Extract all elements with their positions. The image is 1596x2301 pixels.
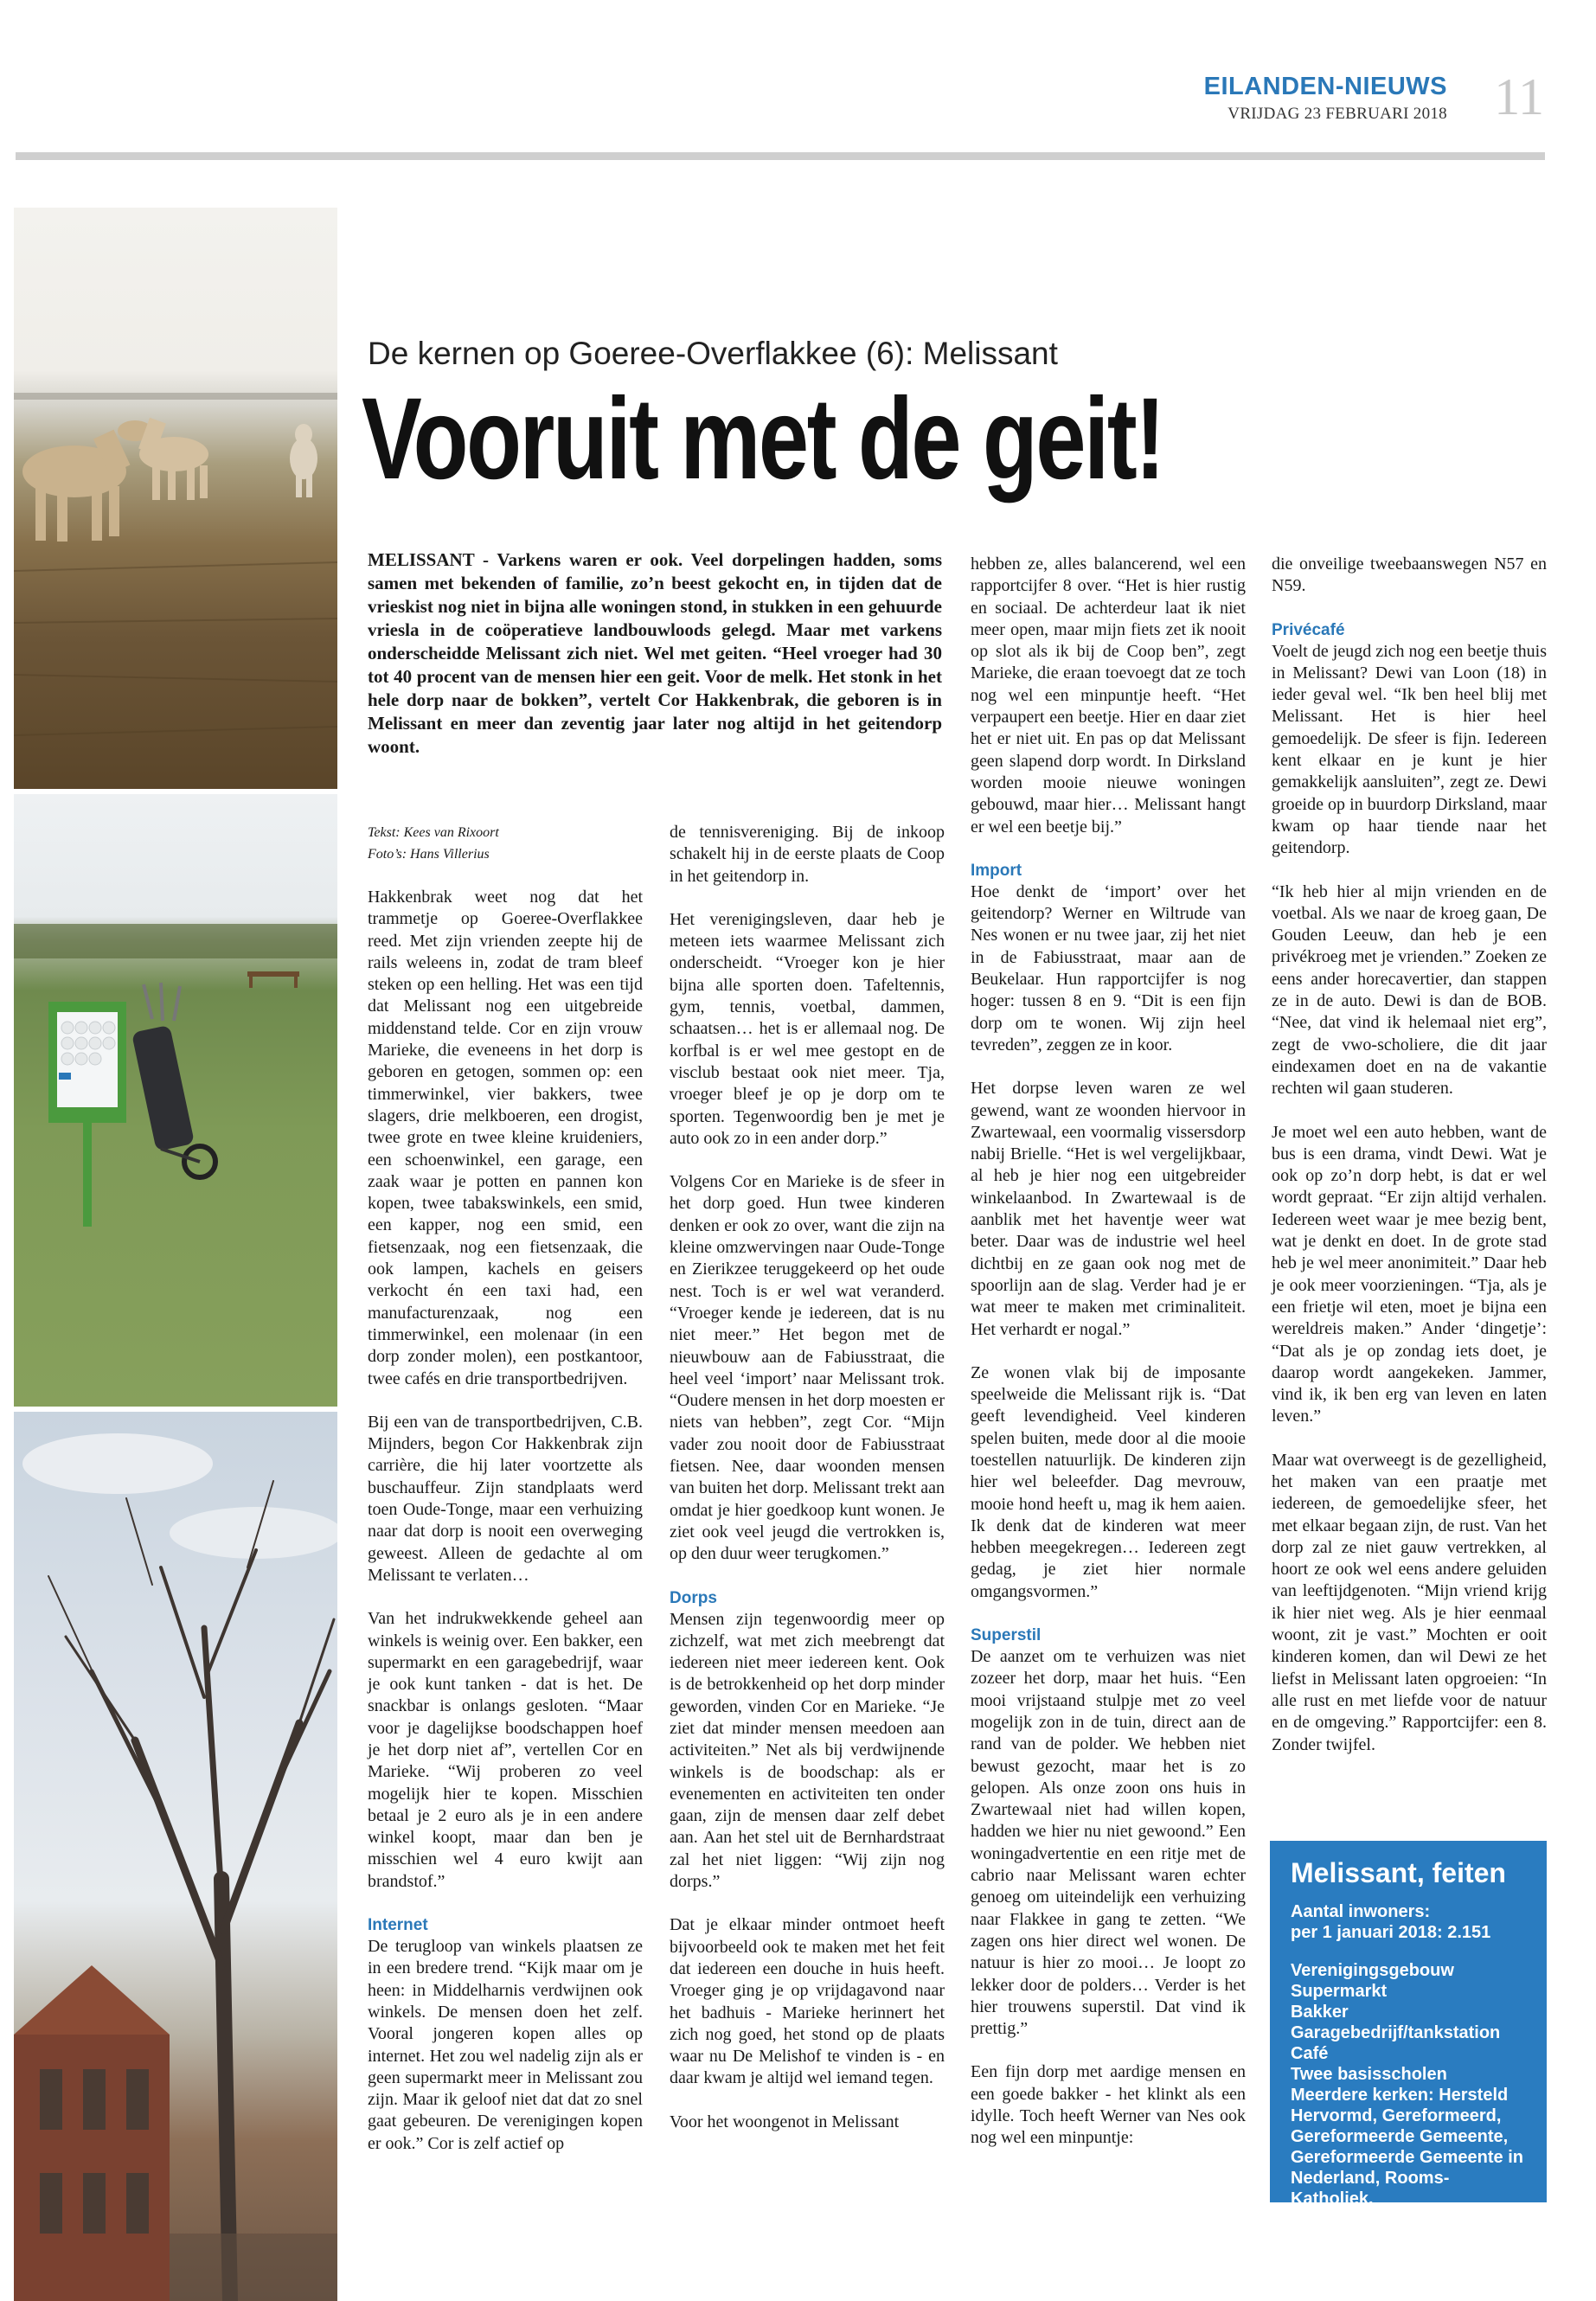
facts-title: Melissant, feiten xyxy=(1291,1857,1506,1888)
photo-horses xyxy=(14,208,337,789)
photo-golf-course xyxy=(14,794,337,1407)
paragraph: hebben ze, alles balancerend, wel een rapportcijfer 8 over. “Het is hier rustig en sociaal. De achterdeur laat ik niet meer open, maar mijn fiets zet ik nooit op slot als ik bij de Coop ben”, zegt Marieke, die eraan toevoegt dat ze toch nog wel een minpuntje heeft. “Het verpaupert een beetje. Hier en daar ziet het er niet uit. En pas op dat Melissant geen slapend dorp wordt. In Dirksland worden mooie nieuwe woningen gebouwd, maar hier… Melissant hangt er wel een beetje bij.” xyxy=(971,554,1246,836)
paragraph: Het verenigingsleven, daar heb je meteen iets waarmee Melissant zich onderscheidt. “Vroeger kon je hier bijna alle sporten doen. Tafeltennis, gym, tennis, voetbal, dammen, schaatsen… het is er allemaal nog. De korfbal is er wel mee gestopt en de visclub bestaat ook niet meer. Tja, vroeger bleef je op je dorp om te sporten. Tegenwoordig ben je met je auto ook zo in een ander dorp.” xyxy=(670,909,945,1148)
paragraph: Voor het woongenot in Melissant xyxy=(670,2112,900,2131)
credits xyxy=(368,822,643,865)
paragraph: Ze wonen vlak bij de imposante speelweide die Melissant rijk is. “Dat geeft levendigheid. Veel kinderen spelen buiten, mede door al die mooie toestellen natuurlijk. De kinderen zijn hier wel beleefder. Dag mevrouw, mooie hond heeft u, mag ik hem aaien. Ik denk dat de kinderen wat meer hebben meegekregen… Iedereen zegt gedag, je ziet hier normale omgangsvormen.” xyxy=(971,1362,1246,1601)
paragraph: De aanzet om te verhuizen was niet zozeer het dorp, maar het huis. “Een mooi vrijstaand stulpje met zo veel mogelijk zon in de tuin, direct aan de rand van de polder. We hebben niet bewust gezocht, maar het is zo gelopen. Als onze zoon ons huis in Zwartewaal niet had willen kopen, hadden we hier nu niet gewoond.” Een woningadvertentie en een ritje met de cabrio naar Melissant waren echter genoeg om uiteindelijk een verhuizing naar Flakkee in gang te zetten. “We zagen ons hier direct wel wonen. De natuur is hier zo mooi… Je loopt zo lekker door de polders… Verder is het hier trouwens superstil. Dat vind ik prettig.” xyxy=(971,1647,1246,2039)
facts-item: Supermarkt xyxy=(1291,1982,1388,2001)
paragraph: Je moet wel een auto hebben, want de bus is een drama, vindt Dewi. Wat je ook op zo’n dorp hebt, is dat er wel wordt gepraat. “Er zijn altijd verhalen. Iedereen weet waar je mee bezig bent, wat je denkt en doet. In de grote stad heb je wel meer anonimiteit.” Daar heb je ook meer voorzieningen. “Tja, als je een frietje wil eten, moet je bijna een wereldreis maken.” Ander ‘dingetje’: “Dat als je op zondag iets doet, je daarop wordt aangekeken. Jammer, vind ik, ik ben erg van leven en laten leven.” xyxy=(1272,1122,1547,1426)
facts-list xyxy=(1270,1960,1547,2209)
masthead-date: VRIJDAG 23 FEBRUARI 2018 xyxy=(1227,105,1447,123)
facts-item: Bakker xyxy=(1291,2003,1349,2022)
article-headline: Vooruit met de geit! xyxy=(362,375,1163,503)
article-intro: MELISSANT - Varkens waren er ook. Veel dorpelingen hadden, soms samen met bekenden of familie, zo’n beest gekocht en, in tijden dat de vrieskist nog niet in bijna alle woningen stond, in stukken in een gehuurde vriesla in de coöperatieve landbouwloods gelegd. Maar met varkens onderscheidde Melissant zich niet. Wel met geiten. “Heel vroeger had 30 tot 40 procent van de mensen hier een geit. Voor de melk. Het stonk in het hele dorp naar de bokken”, vertelt Cor Hakkenbrak, die geboren is in Melissant en meer dan zeventig jaar later nog altijd in het geitendorp woont. xyxy=(368,549,942,757)
credit-photos: Foto’s: Hans Villerius xyxy=(368,847,490,862)
paragraph: Van het indrukwekkende geheel aan winkels is weinig over. Een bakker, een supermarkt en een garagebedrijf, waar je ook kunt tanken - dat is het. De snackbar is onlangs gesloten. “Maar voor je dagelijkse boodschappen hoef je het dorp niet af”, vertellen Cor en Marieke. “Wij proberen zo veel mogelijk hier te kopen. Misschien betaal je 2 euro als je in een andere winkel koopt, maar dan ben je misschien wel 4 euro kwijt aan brandstof.” xyxy=(368,1609,643,1891)
subheading-privecafe: Privécafé xyxy=(1272,620,1345,639)
subheading-import: Import xyxy=(971,861,1022,880)
facts-item: Garagebedrijf/tankstation xyxy=(1291,2023,1501,2042)
facts-box xyxy=(1270,1841,1547,2208)
facts-item: Twee basisscholen xyxy=(1291,2065,1447,2084)
facts-item: Meerdere kerken: Hersteld Hervormd, Gereformeerd, Gereformeerde Gemeente, Gereformeerde Gemeente in Nederland, Rooms-Katholiek. xyxy=(1291,2086,1523,2208)
masthead xyxy=(1204,73,1447,124)
subheading-internet: Internet xyxy=(368,1916,428,1935)
subheading-superstil: Superstil xyxy=(971,1626,1042,1645)
paragraph: Voelt de jeugd zich nog een beetje thuis in Melissant? Dewi van Loon (18) in ieder geval wel. “Ik ben heel blij met Melissant. Het is hier heel gemoedelijk. De sfeer is fijn. Iedereen kent elkaar en je kunt je hier gemakkelijk aansluiten”, zegt ze. Dewi groeide op in buurdorp Dirksland, maar kwam op haar tiende naar het geitendorp. xyxy=(1272,641,1547,858)
paragraph: Het dorpse leven waren ze wel gewend, want ze woonden hiervoor in Zwartewaal, een voormalig vissersdorp nabij Brielle. “Het is wel vergelijkbaar, al heb je hier nog een uitgebreider winkelaanbod. In Zwartewaal is de aanblik met het haventje weer wat beter. Daar was de industrie wel heel dichtbij en ze gaan ook nog met de spoorlijn aan de slag. Verder had je er wat meer te maken met criminaliteit. Het verhardt er nogal.” xyxy=(971,1079,1246,1339)
credit-text: Tekst: Kees van Rixoort xyxy=(368,825,499,840)
article-column-4 xyxy=(1272,554,1547,1778)
paragraph: Mensen zijn tegenwoordig meer op zichzelf, wat met zich meebrengt dat iedereen niet meer iedereen kent. Ook is de betrokkenheid op het dorp minder geworden, vinden Cor en Marieke. “Je ziet dat minder mensen meedoen aan activiteiten.” Net als bij verdwijnende winkels is de boodschap: als er evenementen en activiteiten ten onder gaan, zijn de mensen daar zelf debet aan. Aan het stel uit de Bernhardstraat zal het niet liggen: “Wij zijn nog dorps.” xyxy=(670,1609,945,1892)
paragraph: Hoe denkt de ‘import’ over het geitendorp? Werner en Wiltrude van Nes wonen er nu twee jaar, zij het niet in de Fabiusstraat, maar aan de Beukelaar. Hun rapportcijfer is nog hoger: tussen 8 en 9. “Dit is een fijn dorp om te wonen. Wij zijn heel tevreden”, zeggen ze in koor. xyxy=(971,881,1246,1054)
paragraph: Maar wat overweegt is de gezelligheid, het maken van een praatje met iedereen, de gemoedelijke sfeer, het met elkaar begaan zijn, de rust. Van het dorp zal ze niet gauw vertrekken, al hoort ze ook wel eens andere geluiden van leeftijdgenoten. “Mijn vriend krijg ik hier niet weg. Als je hier eenmaal woont, zit je vast.” Mochten er ooit kinderen komen, dan wil Dewi ze het liefst in Melissant laten opgroeien: “In alle rust en met liefde voor de natuur en de omgeving.” Rapportcijfer: een 8. Zonder twijfel. xyxy=(1272,1450,1547,1754)
article-column-1 xyxy=(368,822,643,2176)
paragraph: Een fijn dorp met aardige mensen en een goede bakker - het klinkt als een idylle. Toch heeft Werner van Nes ook nog wel een minpuntje: xyxy=(971,2062,1246,2148)
paragraph: die onveilige tweebaanswegen N57 en N59. xyxy=(1272,554,1547,596)
facts-item: Verenigingsgebouw xyxy=(1291,1961,1454,1980)
page-number: 11 xyxy=(1494,68,1544,125)
facts-population-label: Aantal inwoners: xyxy=(1291,1902,1431,1921)
subheading-dorps: Dorps xyxy=(670,1588,717,1607)
paragraph: “Ik heb hier al mijn vrienden en de voetbal. Als we naar de kroeg gaan, De Gouden Leeuw, dan heb je een privékroeg met je vrienden.” Zoeken ze eens ander horecavertier, dan stappen ze in de auto. Dewi is dan de BOB. “Nee, dat vind ik helemaal niet erg”, zegt de vwo-scholiere, die dit jaar eindexamen doet en na de vakantie rechten wil gaan studeren. xyxy=(1272,881,1547,1099)
paragraph: Hakkenbrak weet nog dat het trammetje op Goeree-Overflakkee reed. Met zijn vrienden zeepte hij de rails weleens in, zodat de tram bleef steken op een helling. Het was een tijd dat Melissant nog een uitgebreide middenstand telde. Cor en zijn vrouw Marieke, die eveneens in het dorp is geboren en getogen, sommen op: een timmerwinkel, vier bakkers, twee slagers, drie melkboeren, een drogist, twee grote en twee kleine kruideniers, een schoenwinkel, een garage, een zaak waar je potten en pannen kon kopen, twee tabakswinkels, een smid, een kapper, nog een smid, een fietsenzaak, nog een fietsenzaak, die ook lampen, kachels en geisers verkocht én een taxi had, een manufacturenzaak, nog een timmerwinkel, een molenaar (in een dorp zonder molen), een postkantoor, twee cafés en drie transportbedrijven. xyxy=(368,888,643,1388)
paragraph: Dat je elkaar minder ontmoet heeft bijvoorbeeld ook te maken met het feit dat iedereen een douche in huis heeft. Vroeger ging je op vrijdagavond naar het badhuis - Marieke herinnert het zich nog goed, het stond op de plaats waar nu De Melishof te vinden is - en daar kwam je altijd wel iemand tegen. xyxy=(670,1915,945,2088)
paragraph: de tennisvereniging. Bij de inkoop schakelt hij in de eerste plaats de Coop in het geitendorp in. xyxy=(670,823,945,886)
facts-item: Café xyxy=(1291,2044,1329,2063)
facts-population-value: per 1 januari 2018: 2.151 xyxy=(1291,1923,1491,1942)
article-column-3 xyxy=(971,554,1246,2171)
paragraph: Volgens Cor en Marieke is de sfeer in het dorp goed. Hun twee kinderen denken er ook zo over, want die zijn na kleine omzwervingen naar Oude-Tonge en Zierikzee teruggekeerd op het oude nest. Toch is er wel wat veranderd. “Vroeger kende je iedereen, dat is nu niet meer.” Het begon met de nieuwbouw aan de Fabiusstraat, die heel veel ‘import’ naar Melissant trok. “Oudere mensen in het dorp moesten er niets van hebben”, zegt Cor. “Mijn vader zou nooit door de Fabiusstraat fietsen. Nee, daar woonden mensen van buiten het dorp. Melissant trekt aan omdat je hier goedkoop kunt wonen. Je ziet ook veel jeugd die vertrokken is, op den duur weer terugkomen.” xyxy=(670,1172,945,1564)
photo-tree-church xyxy=(14,1412,337,2301)
paragraph: Bij een van de transportbedrijven, C.B. Mijnders, begon Cor Hakkenbrak zijn carrière, die hij later voortzette als buschauffeur. Zijn standplaats werd toen Oude-Tonge, maar een verhuizing naar dat dorp is nooit een overweging geweest. Alleen de gedachte al om Melissant te verlaten… xyxy=(368,1412,643,1585)
article-column-2 xyxy=(670,822,945,2155)
facts-population xyxy=(1270,1889,1547,1943)
article-kicker: De kernen op Goeree-Overflakkee (6): Melissant xyxy=(368,336,1058,371)
masthead-brand: EILANDEN-NIEUWS xyxy=(1203,73,1447,100)
top-rule xyxy=(16,152,1545,160)
paragraph: De terugloop van winkels plaatsen ze in een bredere trend. “Kijk maar om je heen: in Middelharnis verdwijnen ook winkels. De mensen doen het zelf. Vooral jongeren kopen alles op internet. Het zou wel nadelig zijn als er geen supermarkt meer in Melissant zou zijn. Maar ik geloof niet dat dat zo snel gaat gebeuren. De verenigingen kopen er ook.” Cor is zelf actief op xyxy=(368,1937,643,2153)
